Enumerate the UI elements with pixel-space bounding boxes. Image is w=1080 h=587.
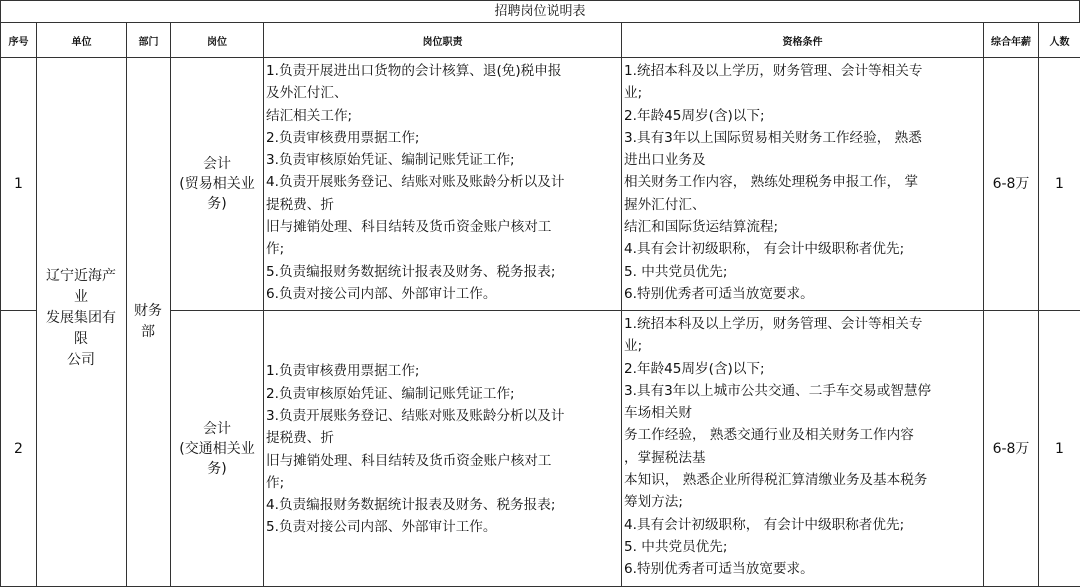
qualification-line: 业; — [624, 338, 643, 355]
qualification-line: 务工作经验， 熟悉交通行业及相关财务工作内容 — [624, 427, 914, 444]
salary-cell: 6-8万 — [984, 58, 1039, 311]
position-line: (交通相关业 — [179, 440, 255, 457]
qualification-line: 4.具有会计初级职称， 有会计中级职称者优先; — [624, 241, 905, 258]
duties-cell — [264, 311, 622, 587]
duty-line: 3.负责审核原始凭证、编制记账凭证工作; — [266, 152, 515, 169]
header-unit: 单位 — [37, 23, 127, 58]
unit-line: 限 — [74, 331, 88, 347]
row-index: 2 — [1, 311, 37, 587]
duty-line: 旧与摊销处理、科目结转及货币资金账户核对工 — [266, 452, 552, 469]
salary-cell: 6-8万 — [984, 311, 1039, 587]
table-row — [1, 58, 1080, 311]
unit-line: 发展集团有 — [46, 310, 116, 326]
duty-line: 及外汇付汇、 — [266, 85, 348, 102]
qualification-line: 结汇和国际货运结算流程; — [624, 219, 779, 236]
duty-line: 5.负责编报财务数据统计报表及财务、税务报表; — [266, 263, 556, 280]
position-line: 务) — [207, 196, 227, 212]
duty-line: 3.负责开展账务登记、结账对账及账龄分析以及计 — [266, 407, 565, 424]
qualification-line: 1.统招本科及以上学历，财务管理、会计等相关专 — [624, 63, 923, 79]
qualification-line: 相关财务工作内容， 熟练处理税务申报工作， 掌 — [624, 174, 919, 191]
qualification-line: 6.特别优秀者可适当放宽要求。 — [624, 285, 814, 302]
duty-line: 1.负责开展进出口货物的会计核算、退(免)税申报 — [266, 63, 562, 79]
row-index: 1 — [1, 58, 37, 311]
qualification-line: 进出口业务及 — [624, 152, 706, 169]
duty-line: 提税费、折 — [266, 196, 334, 213]
count-cell: 1 — [1039, 58, 1080, 311]
header-qualifications: 资格条件 — [622, 23, 984, 58]
duties-cell — [264, 58, 622, 311]
qualification-line: 5. 中共党员优先; — [624, 263, 728, 280]
qualification-line: 3.具有3年以上国际贸易相关财务工作经验， 熟悉 — [624, 129, 922, 146]
qualification-line: 2.年龄45周岁(含)以下; — [624, 107, 765, 124]
header-duties: 岗位职责 — [264, 23, 622, 58]
qualification-line: 3.具有3年以上城市公共交通、二手车交易或智慧停 — [624, 382, 932, 399]
qualification-line: 2.年龄45周岁(含)以下; — [624, 360, 765, 377]
duty-line: 4.负责开展账务登记、结账对账及账龄分析以及计 — [266, 174, 565, 191]
qualification-line: 4.具有会计初级职称， 有会计中级职称者优先; — [624, 516, 905, 533]
duty-line: 作; — [266, 474, 285, 491]
duty-line: 5.负责对接公司内部、外部审计工作。 — [266, 519, 497, 536]
count-cell: 1 — [1039, 311, 1080, 587]
header-position: 岗位 — [171, 23, 264, 58]
qualification-line: 1.统招本科及以上学历，财务管理、会计等相关专 — [624, 316, 923, 332]
qualification-line: 车场相关财 — [624, 405, 692, 422]
unit-line: 辽宁近海产 — [46, 268, 116, 284]
qualification-line: 本知识， 熟悉企业所得税汇算清缴业务及基本税务 — [624, 472, 928, 489]
duty-line: 6.负责对接公司内部、外部审计工作。 — [266, 285, 497, 302]
dept-label — [126, 301, 170, 343]
dept-line: 财务 — [134, 303, 162, 319]
qualification-line: 6.特别优秀者可适当放宽要求。 — [624, 561, 814, 578]
position-cell — [171, 58, 264, 311]
qualifications-cell — [622, 311, 984, 587]
header-count: 人数 — [1039, 23, 1080, 58]
position-line: 会计 — [203, 420, 231, 437]
qualification-line: ，掌握税法基 — [624, 449, 706, 466]
qualification-line: 业; — [624, 85, 643, 102]
header-index: 序号 — [1, 23, 37, 58]
header-salary: 综合年薪 — [984, 23, 1039, 58]
dept-line: 部 — [141, 324, 155, 340]
position-line: 会计 — [203, 156, 231, 172]
duty-line: 1.负责审核费用票据工作; — [266, 363, 420, 380]
duty-line: 作; — [266, 241, 285, 258]
duty-line: 旧与摊销处理、科目结转及货币资金账户核对工 — [266, 219, 552, 236]
qualification-line: 筹划方法; — [624, 494, 683, 511]
unit-line: 公司 — [67, 352, 95, 368]
position-line: (贸易相关业 — [179, 176, 255, 192]
position-line: 务) — [207, 460, 227, 477]
position-cell — [171, 311, 264, 587]
duty-line: 提税费、折 — [266, 430, 334, 447]
qualification-line: 握外汇付汇、 — [624, 196, 706, 213]
table-title: 招聘岗位说明表 — [0, 0, 1080, 22]
duty-line: 4.负责编报财务数据统计报表及财务、税务报表; — [266, 497, 556, 514]
duty-line: 结汇相关工作; — [266, 107, 353, 124]
qualification-line: 5. 中共党员优先; — [624, 538, 728, 555]
header-row — [1, 23, 1080, 58]
duty-line: 2.负责审核原始凭证、编制记账凭证工作; — [266, 385, 515, 402]
qualifications-cell — [622, 58, 984, 311]
duty-line: 2.负责审核费用票据工作; — [266, 129, 420, 146]
header-dept: 部门 — [127, 23, 171, 58]
unit-line: 业 — [74, 289, 88, 305]
unit-label — [36, 266, 126, 371]
